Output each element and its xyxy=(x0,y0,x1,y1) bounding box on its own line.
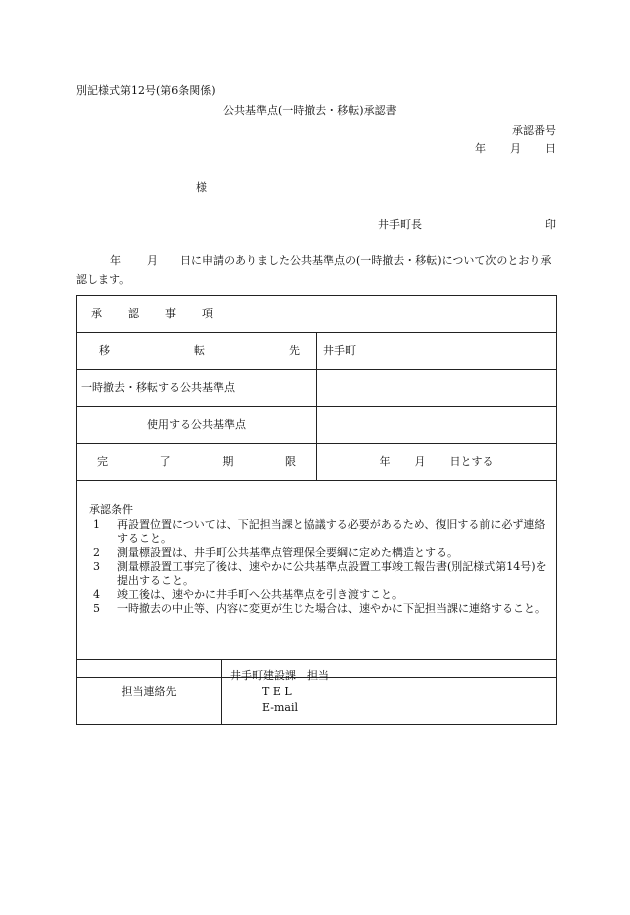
contact-tel: T E L xyxy=(262,685,292,698)
intro-paragraph xyxy=(76,251,558,289)
condition-number: 1 xyxy=(93,518,100,531)
destination-value: 井手町 xyxy=(317,333,557,370)
intro-year: 年 xyxy=(110,254,121,267)
completion-suffix: 日とする xyxy=(449,455,494,468)
approval-number-label: 承認番号 xyxy=(512,124,556,137)
condition-text: 測量標設置は、井手町公共基準点管理保全要綱に定めた構造とする。 xyxy=(117,546,458,559)
contact-info xyxy=(222,660,557,725)
completion-char-4: 限 xyxy=(284,455,296,468)
intro-text: 日に申請のありました公共基準点の(一時撤去・移転)について次のとおり承認します。 xyxy=(76,254,552,286)
date-day: 日 xyxy=(545,142,556,155)
destination-label xyxy=(77,333,317,370)
target-point-label: 一時撤去・移転する公共基準点 xyxy=(77,370,317,407)
header-char-3: 事 xyxy=(165,307,176,320)
contact-table xyxy=(76,659,557,725)
completion-year: 年 xyxy=(379,455,391,468)
destination-char-3: 先 xyxy=(289,344,300,357)
contact-department: 井手町建設課 担当 xyxy=(230,669,329,682)
target-point-value xyxy=(317,370,557,407)
condition-number: 4 xyxy=(93,588,100,601)
condition-text: 再設置位置については、下記担当課と協議する必要があるため、復旧する前に必ず連絡すること。 xyxy=(117,518,546,545)
completion-value xyxy=(317,444,557,481)
condition-item xyxy=(89,518,550,546)
destination-char-1: 移 xyxy=(99,344,110,357)
header-char-4: 項 xyxy=(202,307,213,320)
contact-label: 担当連絡先 xyxy=(77,660,222,725)
completion-char-2: 了 xyxy=(159,455,171,468)
issuer-name: 井手町長 xyxy=(378,218,422,231)
condition-number: 2 xyxy=(93,546,100,559)
seal-mark: 印 xyxy=(545,218,556,231)
conditions-section xyxy=(77,481,557,678)
condition-item xyxy=(89,560,550,588)
completion-char-1: 完 xyxy=(97,455,108,468)
date-month: 月 xyxy=(510,142,521,155)
date-year: 年 xyxy=(475,142,486,155)
document-title: 公共基準点(一時撤去・移転)承認書 xyxy=(223,104,397,117)
approval-table xyxy=(76,295,557,678)
header-char-2: 認 xyxy=(128,307,139,320)
header-char-1: 承 xyxy=(91,307,102,320)
condition-text: 一時撤去の中止等、内容に変更が生じた場合は、速やかに下記担当課に連絡すること。 xyxy=(117,602,546,615)
approval-items-header xyxy=(77,296,557,333)
condition-number: 3 xyxy=(93,560,100,573)
completion-char-3: 期 xyxy=(222,455,234,468)
destination-char-2: 転 xyxy=(194,344,205,357)
completion-month: 月 xyxy=(414,455,426,468)
condition-item xyxy=(89,602,550,616)
contact-email: E-mail xyxy=(262,701,298,714)
condition-text: 測量標設置工事完了後は、速やかに公共基準点設置工事竣工報告書(別記様式第14号)を提出すること。 xyxy=(117,560,547,587)
condition-text: 竣工後は、速やかに井手町へ公共基準点を引き渡すこと。 xyxy=(117,588,403,601)
addressee-suffix: 様 xyxy=(196,181,207,194)
condition-item xyxy=(89,546,550,560)
condition-number: 5 xyxy=(93,602,100,615)
used-point-label: 使用する公共基準点 xyxy=(77,407,317,444)
intro-month: 月 xyxy=(147,254,158,267)
condition-item xyxy=(89,588,550,602)
completion-label xyxy=(77,444,317,481)
issue-date xyxy=(475,142,556,156)
form-number: 別記様式第12号(第6条関係) xyxy=(76,84,216,97)
used-point-value xyxy=(317,407,557,444)
conditions-title: 承認条件 xyxy=(89,503,133,516)
